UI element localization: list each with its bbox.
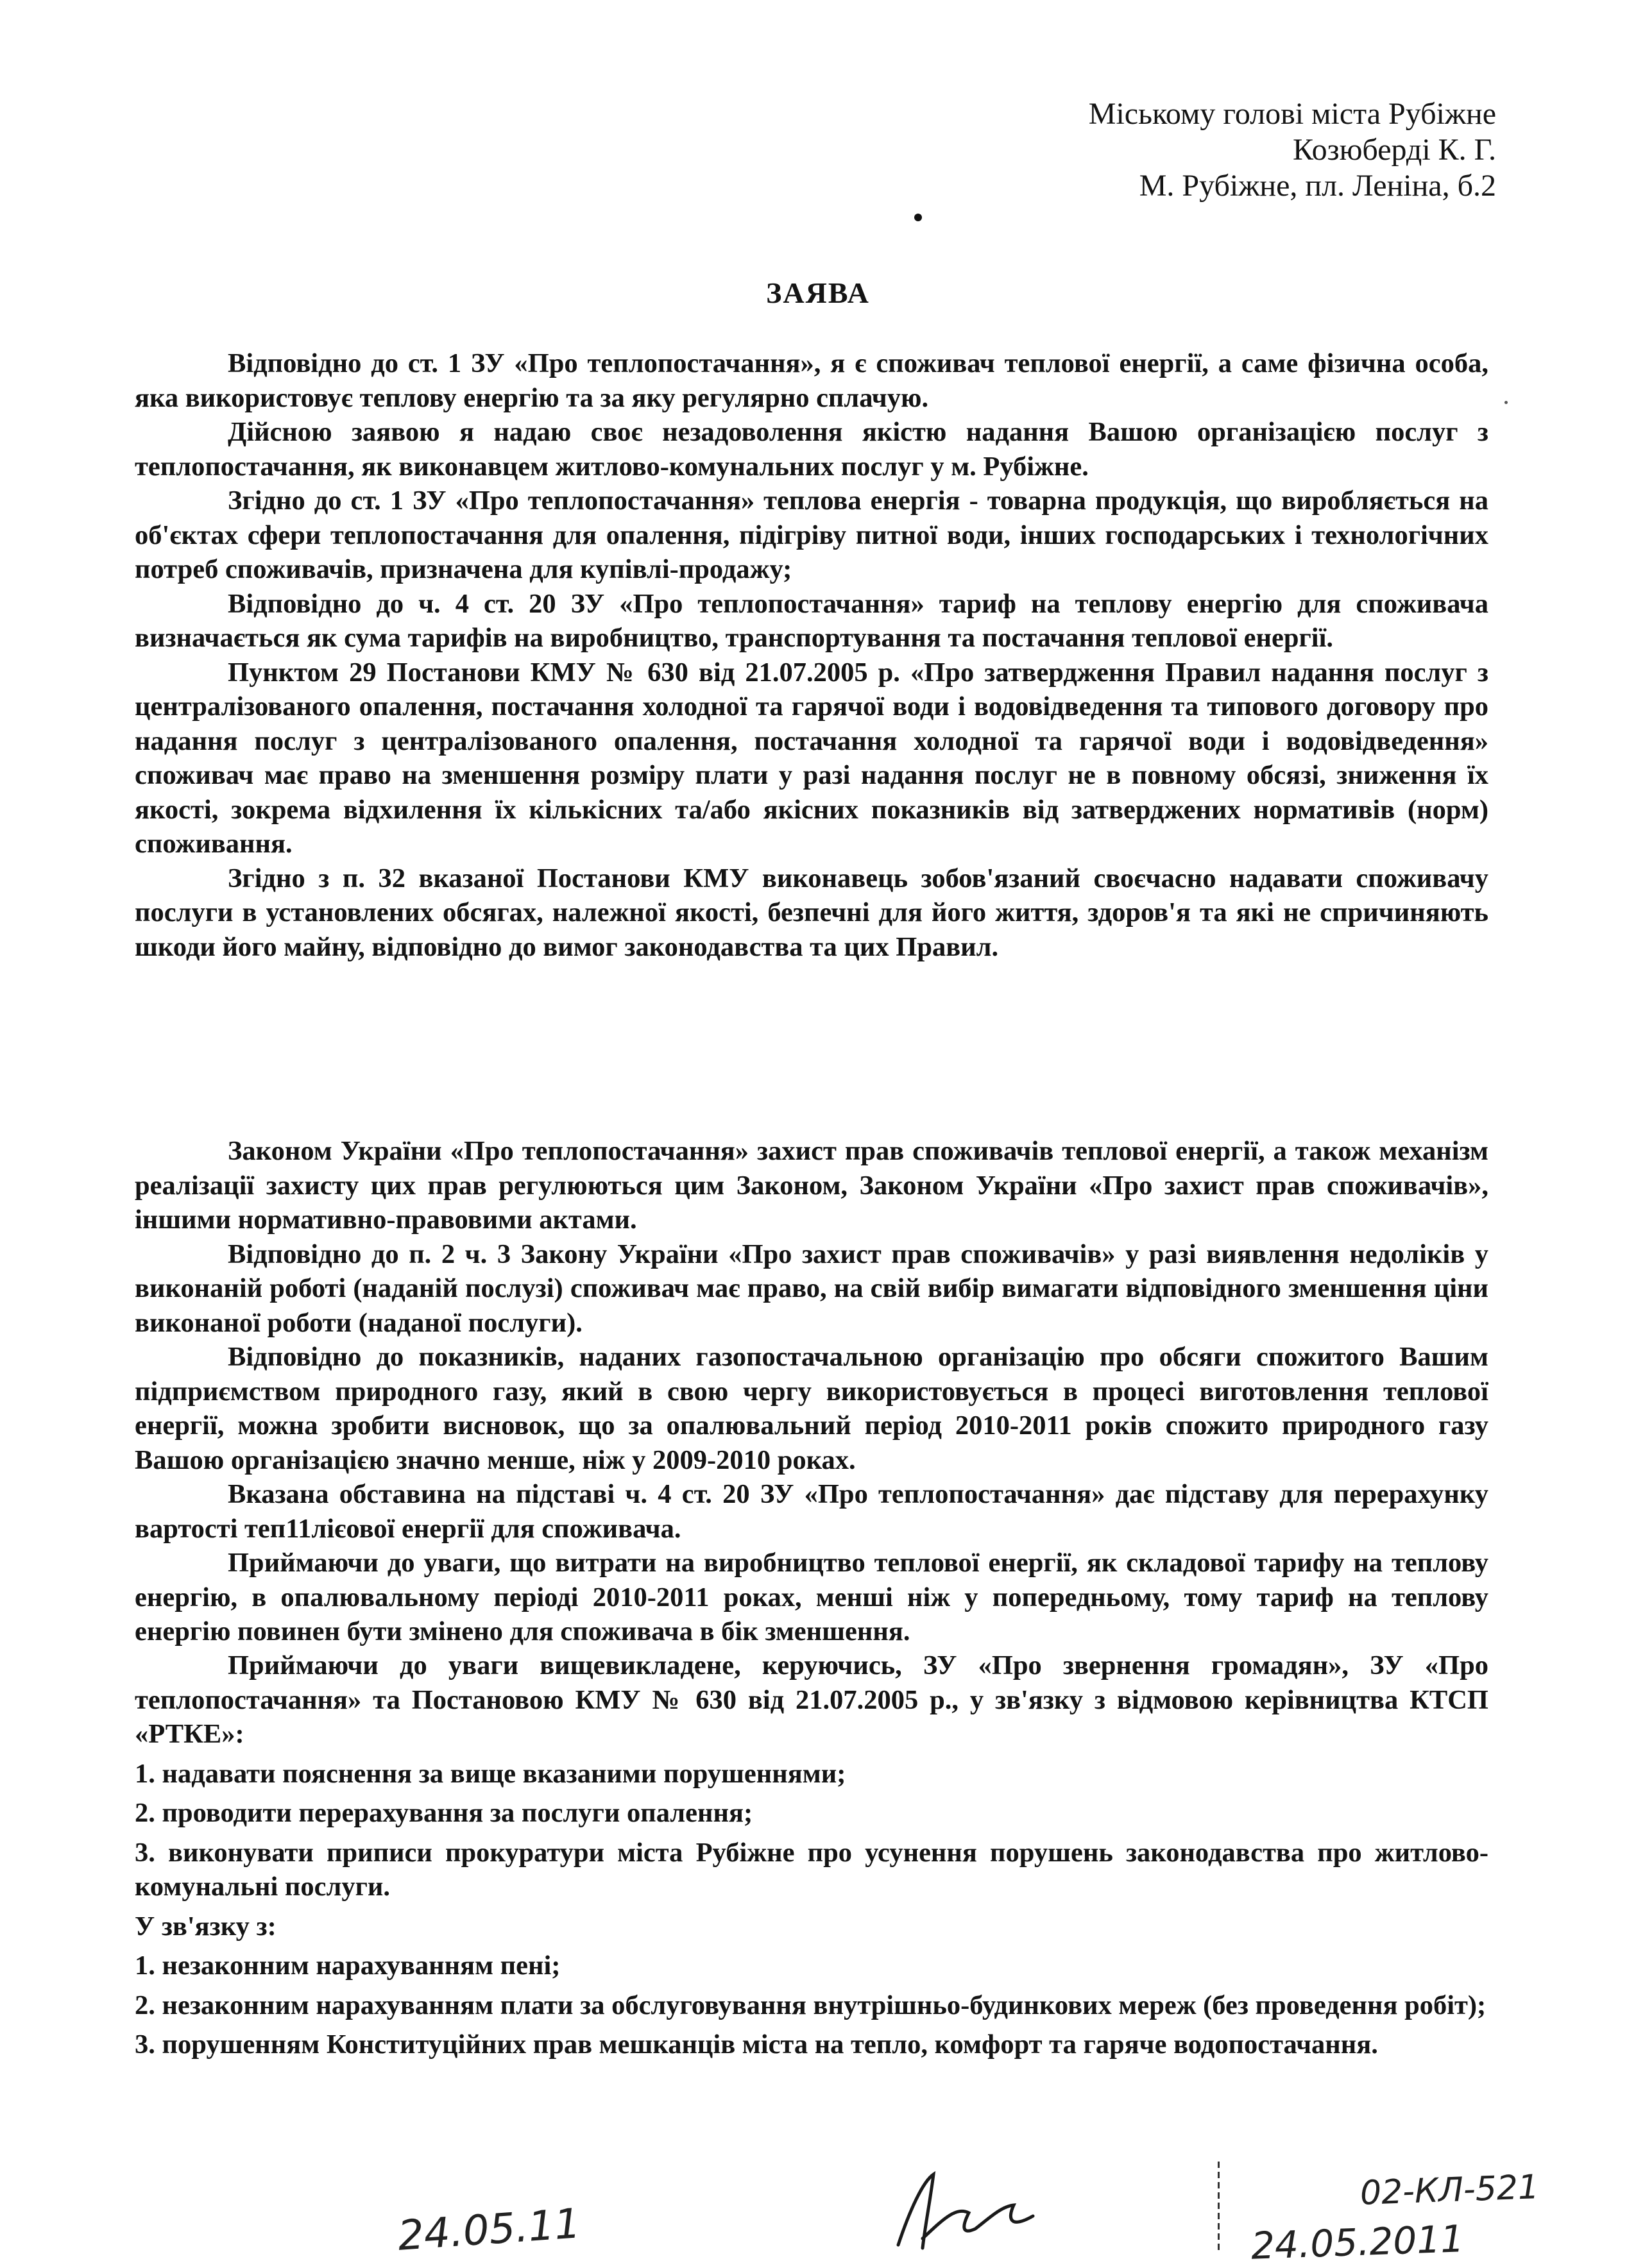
registration-number: 02-КЛ-521 (1359, 2168, 1540, 2213)
section-demands (135, 1648, 1488, 2062)
connector-line: У зв'язку з: (135, 1911, 277, 1942)
section-legal-basis (135, 346, 1488, 964)
list-item: 2. незаконним нарахуванням плати за обслуговування внутрішньо-будинкових мереж (без проведення робіт); (135, 1990, 1487, 2020)
signature-mark (885, 2168, 1052, 2251)
paragraph: Відповідно до ч. 4 ст. 20 ЗУ «Про теплопостачання» тариф на теплову енергію для споживача визначається як сума тарифів на виробництво, транспортування та постачання теплової енергії. (135, 588, 1488, 653)
addressee-block (1089, 96, 1496, 204)
list-item: 1. незаконним нарахуванням пені; (135, 1951, 561, 1981)
addressee-line-3: М. Рубіжне, пл. Леніна, б.2 (1139, 169, 1496, 203)
list-item: 3. виконувати приписи прокуратури міста Рубіжне про усунення порушень законодавства про житлово-комунальні послуги. (135, 1837, 1488, 1902)
document-title: ЗАЯВА (766, 276, 870, 309)
list-item: 2. проводити перерахування за послуги опалення; (135, 1798, 753, 1828)
paragraph: Вказана обставина на підставі ч. 4 ст. 20 ЗУ «Про теплопостачання» дає підставу для перерахунку вартості теп11лієової енергії для споживача. (135, 1479, 1488, 1544)
paragraph: Законом України «Про теплопостачання» захист прав споживачів теплової енергії, а також механізм реалізації захисту цих прав регулюються цим Законом, Законом України «Про захист прав споживачів», іншими нормативно-правовими актами. (135, 1136, 1488, 1235)
addressee-line-1: Міському голові міста Рубіжне (1088, 97, 1496, 131)
paragraph: Відповідно до п. 2 ч. 3 Закону України «Про захист прав споживачів» у разі виявлення недоліків у виконаній роботі (наданій послузі) споживач має право, на свій вибір вимагати відповідного зменшення ціни виконаної роботи (наданої послуги). (135, 1239, 1488, 1338)
paragraph: Згідно до ст. 1 ЗУ «Про теплопостачання» теплова енергія - товарна продукція, що виробляється на об'єктах сфери теплопостачання для опалення, підігріву питної води, інших господарських і технологічних потреб споживачів, призначена для купівлі-продажу; (135, 486, 1488, 584)
paragraph: Приймаючи до уваги, що витрати на виробництво теплової енергії, як складової тарифу на теплову енергію, в опалювальному періоді 2010-2011 роках, менші ніж у попередньому, тому тариф на теплову енергію повинен бути змінено для споживача в бік зменшення. (135, 1548, 1488, 1646)
paragraph: Пунктом 29 Постанови КМУ № 630 від 21.07.2005 р. «Про затвердження Правил надання послуг з централізованого опалення, постачання холодної та гарячої води і водовідведення та типового договору про надання послуг з централізованого опалення, постачання холодної та гарячої води і водовідведення» споживач має право на зменшення розміру плати у разі надання послуг не в повному обсязі, зниження їх якості, зокрема відхилення їх кількісних та/або якісних показників від затверджених нормативів (норм) споживання. (135, 657, 1488, 859)
stamp-border (1218, 2162, 1220, 2251)
paragraph: Відповідно до ст. 1 ЗУ «Про теплопостачання», я є споживач теплової енергії, а саме фізична особа, яка використовує теплову енергію та за яку регулярно сплачую. (135, 348, 1488, 413)
section-consumer-rights (135, 1134, 1488, 1649)
list-item: 3. порушенням Конституційних прав мешканців міста на тепло, комфорт та гаряче водопостачання. (135, 2029, 1378, 2060)
addressee-line-2: Козюберді К. Г. (1292, 133, 1496, 167)
ink-dot (914, 214, 922, 221)
handwritten-date: 24.05.11 (396, 2200, 583, 2260)
list-item: 1. надавати пояснення за вище вказаними порушеннями; (135, 1758, 846, 1789)
scan-speck (1504, 401, 1508, 404)
registration-date: 24.05.2011 (1250, 2217, 1465, 2268)
paragraph: Згідно з п. 32 вказаної Постанови КМУ виконавець зобов'язаний своєчасно надавати споживачу послуги в установлених обсягах, належної якості, безпечні для його життя, здоров'я та які не спричиняють шкоди його майну, відповідно до вимог законодавства та цих Правил. (135, 863, 1488, 962)
paragraph-intro: Приймаючи до уваги вищевикладене, керуючись, ЗУ «Про звернення громадян», ЗУ «Про теплопостачання» та Постановою КМУ № 630 від 21.07.2005 р., у зв'язку з відмовою керівництва КТСП «РТКЕ»: (135, 1650, 1488, 1749)
paragraph: Дійсною заявою я надаю своє незадоволення якістю надання Вашою організацією послуг з теплопостачання, як виконавцем житлово-комунальних послуг у м. Рубіжне. (135, 417, 1488, 482)
paragraph: Відповідно до показників, наданих газопостачальною організацію про обсяги спожитого Вашим підприємством природного газу, який в свою чергу використовується в процесі виготовлення теплової енергії, можна зробити висновок, що за опалювальний період 2010-2011 років спожито природного газу Вашою організацією значно менше, ніж у 2009-2010 роках. (135, 1342, 1488, 1475)
